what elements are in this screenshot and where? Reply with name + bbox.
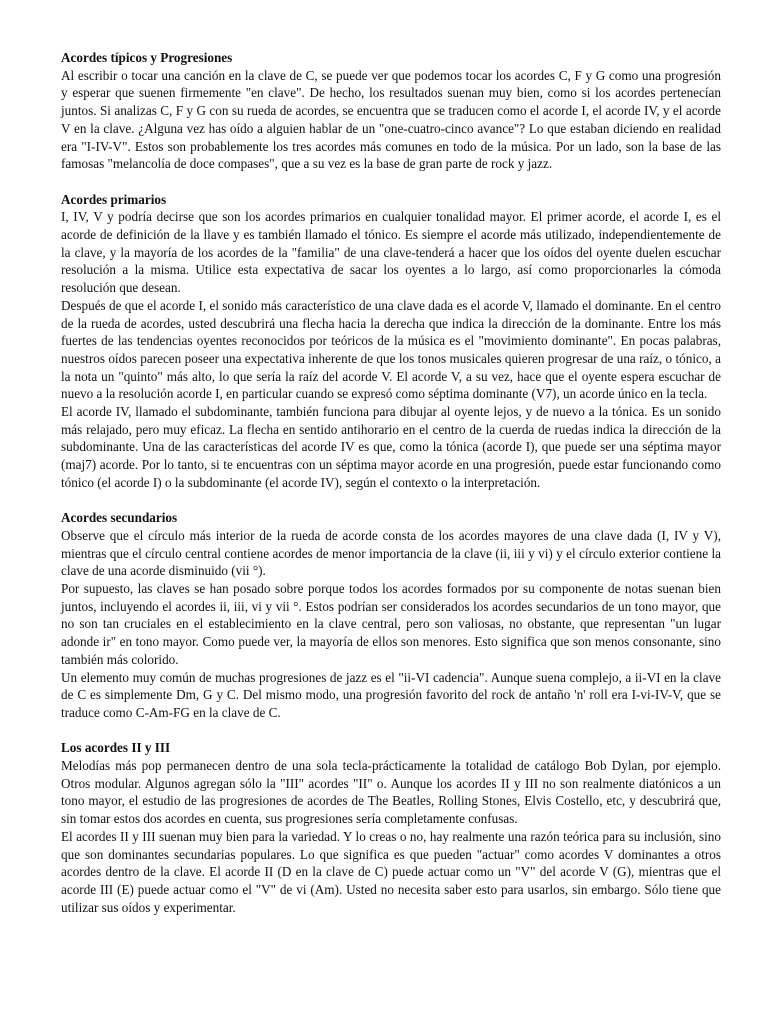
section-acordes-primarios (61, 191, 721, 492)
paragraph: Observe que el círculo más interior de la rueda de acorde consta de los acordes mayores de una clave dada (I, IV y V), mientras que el círculo central contiene acordes de menor importancia de la clave (ii, iii y vi) y el círculo exterior contiene la clave de una acorde disminuido (vii °). (61, 527, 721, 579)
section-heading: Los acordes II y III (61, 740, 171, 756)
paragraph: I, IV, V y podría decirse que son los acordes primarios en cualquier tonalidad mayor. El primer acorde, el acorde I, es el acorde de definición de la llave y es también llamado el tónico. Es siempre el acorde más utilizado, independientemente de la clave, y la mayoría de los acordes de la "familia" de una clave-tenderá a hacer que los oídos del oyente duelen escuchar resolución a la misma. Utilice esta expectativa de sacar los oyentes a lo largo, así como proporcionarles la cómoda resolución que desean. (61, 209, 721, 296)
paragraph: Melodías más pop permanecen dentro de una sola tecla-prácticamente la totalidad de catálogo Bob Dylan, por ejemplo. Otros modular. Algunos agregan sólo la "III" acordes "II" o. Aunque los acordes II y III no son realmente diatónicos a un tono mayor, el estudio de las progresiones de acordes de The Beatles, Rolling Stones, Elvis Costello, etc, y descubrirá que, sin tomar estos dos acordes en cuenta, sus progresiones sería completamente confusas. (61, 758, 721, 827)
section-heading: Acordes primarios (61, 191, 167, 207)
section-heading: Acordes típicos y Progresiones (61, 50, 233, 65)
section-acordes-tipicos (61, 49, 721, 173)
section-heading: Acordes secundarios (61, 510, 178, 526)
paragraph: Al escribir o tocar una canción en la clave de C, se puede ver que podemos tocar los acordes C, F y G como una progresión y esperar que suenen firmemente "en clave". De hecho, los resultados suenan muy bien, como si los acordes pertenecían juntos. Si analizas C, F y G con su rueda de acordes, se encuentra que se traducen como el acorde I, el acorde IV, y el acorde V en la clave. ¿Alguna vez has oído a alguien hablar de un "one-cuatro-cinco avance"? Lo que estaban diciendo en realidad era "I-IV-V". Estos son probablemente los tres acordes más comunes en todo de la música. Por un lado, son la base de las famosas "melancolía de doce compases", que a su vez es la base de gran parte de rock y jazz. (61, 67, 721, 172)
document-page (61, 49, 721, 934)
paragraph: El acordes II y III suenan muy bien para la variedad. Y lo creas o no, hay realmente una razón teórica para su inclusión, sino que son dominantes secundarias populares. Lo que significa es que pueden "actuar" como acordes V dominantes a otros acordes dentro de la clave. El acorde II (D en la clave de C) puede actuar como un "V" del acorde V (G), mientras que el acorde III (E) puede actuar como el "V" de vi (Am). Usted no necesita saber esto para usarlos, sin embargo. Sólo tiene que utilizar sus oídos y experimentar. (61, 828, 721, 915)
section-acordes-ii-iii (61, 739, 721, 916)
paragraph: Después de que el acorde I, el sonido más característico de una clave dada es el acorde V, llamado el dominante. En el centro de la rueda de acordes, usted descubrirá una flecha hacia la derecha que indica la dirección de la dominante. Entre los más fuertes de las tendencias oyentes reconocidos por teóricos de la música es el "movimiento dominante". En pocas palabras, nuestros oídos parecen poseer una expectativa inherente de que los tonos musicales quieren progresar de una raíz, o tónico, a la nota un "quinto" más alto, lo que sería la raíz del acorde V. El acorde V, a su vez, hace que el oyente espera escuchar de nuevo a la resolución acorde I, en particular cuando se expresó como séptima dominante (V7), un acorde único en la tecla. (61, 297, 721, 402)
section-acordes-secundarios (61, 509, 721, 721)
paragraph: Por supuesto, las claves se han posado sobre porque todos los acordes formados por su componente de notas suenan bien juntos, incluyendo el acordes ii, iii, vi y vii °. Estos podrían ser considerados los acordes secundarios de un tono mayor, que no son tan cruciales en el establecimiento en la clave central, pero son valiosas, no obstante, que representan "un lugar adonde ir" en tono mayor. Como puede ver, la mayoría de ellos son menores. Esto significa que son menos consonante, sino también más colorido. (61, 581, 721, 667)
paragraph: El acorde IV, llamado el subdominante, también funciona para dibujar al oyente lejos, y de nuevo a la tónica. Es un sonido más relajado, pero muy eficaz. La flecha en sentido antihorario en el centro de la cuerda de ruedas indica la dirección de la subdominante. Una de las características del acorde IV es que, como la tónica (acorde I), que puede ser una séptima mayor (maj7) acorde. Por lo tanto, si te encuentras con un séptima mayor acorde en una progresión, puede estar funcionando como tónico (el acorde I) o la subdominante (el acorde IV), según el contexto o la interpretación. (61, 404, 721, 490)
paragraph: Un elemento muy común de muchas progresiones de jazz es el "ii-VI cadencia". Aunque suena complejo, a ii-VI en la clave de C es simplemente Dm, G y C. Del mismo modo, una progresión favorito del rock de antaño 'n' roll era I-vi-IV-V, que se traduce como C-Am-FG en la clave de C. (61, 669, 721, 720)
